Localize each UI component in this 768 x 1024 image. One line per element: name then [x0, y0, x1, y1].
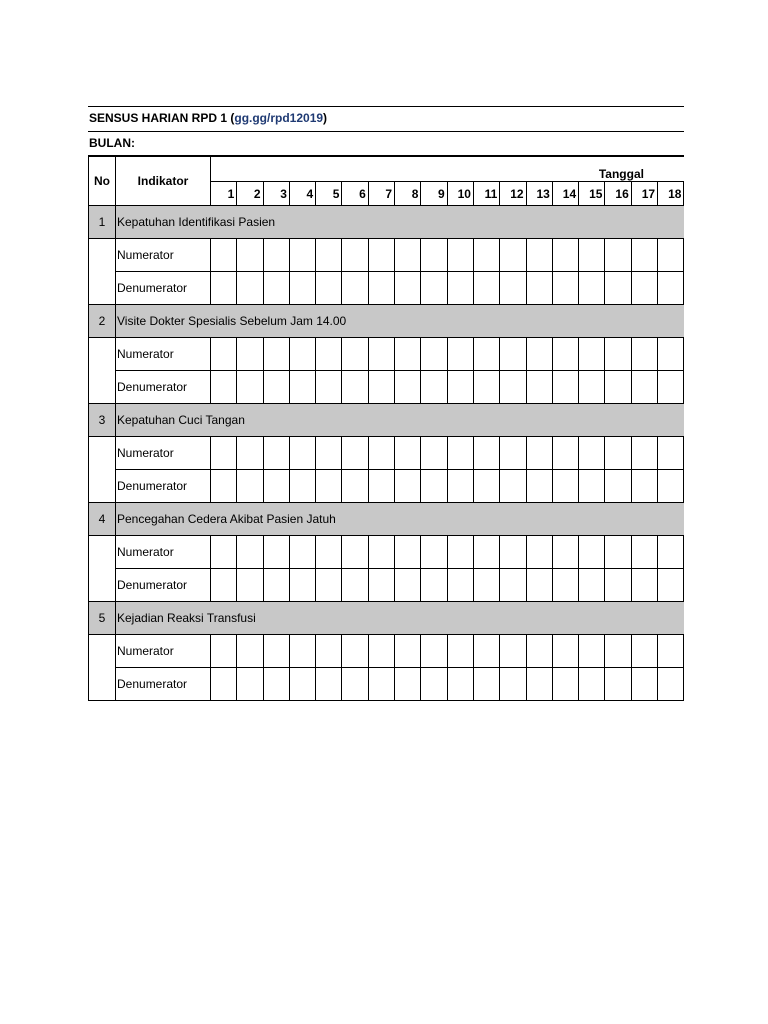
day-entry-cell[interactable] [658, 668, 684, 701]
measure-label: Numerator [116, 635, 211, 668]
day-entry-cell[interactable] [263, 668, 289, 701]
indicator-row [89, 206, 684, 239]
day-entry-cell[interactable] [605, 668, 631, 701]
day-entry-cell[interactable] [579, 437, 605, 470]
day-entry-cell[interactable] [605, 371, 631, 404]
day-entry-cell[interactable] [316, 668, 342, 701]
day-entry-cell[interactable] [605, 635, 631, 668]
day-entry-cell[interactable] [579, 635, 605, 668]
day-entry-cell[interactable] [263, 371, 289, 404]
indicator-row [89, 503, 684, 536]
header-no: No [89, 157, 116, 206]
day-entry-cell[interactable] [211, 338, 237, 371]
day-entry-cell[interactable] [658, 371, 684, 404]
empty-number-cell [89, 239, 116, 272]
day-entry-cell[interactable] [368, 371, 394, 404]
empty-number-cell [89, 338, 116, 371]
day-entry-cell[interactable] [237, 371, 263, 404]
day-entry-cell[interactable] [579, 338, 605, 371]
day-entry-cell[interactable] [500, 569, 526, 602]
day-entry-cell[interactable] [500, 437, 526, 470]
day-entry-cell[interactable] [368, 437, 394, 470]
day-entry-cell[interactable] [289, 536, 315, 569]
header-tanggal: Tanggal [211, 157, 684, 182]
day-entry-cell[interactable] [473, 635, 499, 668]
day-entry-cell[interactable] [579, 239, 605, 272]
day-entry-cell[interactable] [500, 635, 526, 668]
indicator-row [89, 602, 684, 635]
day-entry-cell[interactable] [211, 272, 237, 305]
day-entry-cell[interactable] [605, 338, 631, 371]
day-entry-cell[interactable] [211, 437, 237, 470]
day-header-7: 7 [368, 182, 394, 206]
measure-row [89, 239, 684, 272]
measure-row [89, 470, 684, 503]
day-entry-cell[interactable] [342, 668, 368, 701]
day-entry-cell[interactable] [395, 569, 421, 602]
day-entry-cell[interactable] [211, 569, 237, 602]
day-entry-cell[interactable] [552, 536, 578, 569]
census-table [88, 156, 684, 701]
day-entry-cell[interactable] [631, 371, 657, 404]
day-entry-cell[interactable] [263, 272, 289, 305]
day-entry-cell[interactable] [421, 635, 447, 668]
day-entry-cell[interactable] [631, 536, 657, 569]
day-entry-cell[interactable] [447, 437, 473, 470]
day-entry-cell[interactable] [500, 536, 526, 569]
header-indikator: Indikator [116, 157, 211, 206]
day-entry-cell[interactable] [631, 239, 657, 272]
day-entry-cell[interactable] [473, 668, 499, 701]
day-entry-cell[interactable] [552, 272, 578, 305]
day-entry-cell[interactable] [631, 437, 657, 470]
header-row-top [89, 157, 684, 182]
day-entry-cell[interactable] [447, 338, 473, 371]
measure-label: Denumerator [116, 569, 211, 602]
measure-row [89, 371, 684, 404]
day-entry-cell[interactable] [342, 569, 368, 602]
day-entry-cell[interactable] [421, 371, 447, 404]
day-entry-cell[interactable] [237, 338, 263, 371]
measure-label: Denumerator [116, 668, 211, 701]
day-entry-cell[interactable] [526, 470, 552, 503]
day-entry-cell[interactable] [342, 470, 368, 503]
day-entry-cell[interactable] [211, 536, 237, 569]
day-entry-cell[interactable] [526, 536, 552, 569]
day-entry-cell[interactable] [368, 272, 394, 305]
day-entry-cell[interactable] [421, 536, 447, 569]
day-entry-cell[interactable] [579, 470, 605, 503]
day-entry-cell[interactable] [526, 668, 552, 701]
day-entry-cell[interactable] [552, 371, 578, 404]
measure-row [89, 635, 684, 668]
day-entry-cell[interactable] [237, 470, 263, 503]
day-entry-cell[interactable] [316, 239, 342, 272]
day-entry-cell[interactable] [500, 338, 526, 371]
day-entry-cell[interactable] [316, 569, 342, 602]
day-entry-cell[interactable] [395, 635, 421, 668]
day-entry-cell[interactable] [658, 239, 684, 272]
day-entry-cell[interactable] [605, 569, 631, 602]
day-header-11: 11 [473, 182, 499, 206]
day-entry-cell[interactable] [421, 668, 447, 701]
day-entry-cell[interactable] [473, 470, 499, 503]
indicator-name: Pencegahan Cedera Akibat Pasien Jatuh [116, 503, 684, 536]
day-entry-cell[interactable] [658, 470, 684, 503]
day-entry-cell[interactable] [342, 536, 368, 569]
day-entry-cell[interactable] [631, 668, 657, 701]
day-entry-cell[interactable] [316, 338, 342, 371]
day-entry-cell[interactable] [289, 569, 315, 602]
indicator-name: Visite Dokter Spesialis Sebelum Jam 14.00 [116, 305, 684, 338]
measure-label: Denumerator [116, 470, 211, 503]
day-entry-cell[interactable] [237, 536, 263, 569]
day-entry-cell[interactable] [289, 338, 315, 371]
day-entry-cell[interactable] [579, 569, 605, 602]
day-entry-cell[interactable] [447, 668, 473, 701]
indicator-name: Kepatuhan Identifikasi Pasien [116, 206, 684, 239]
indicator-number: 2 [89, 305, 116, 338]
day-entry-cell[interactable] [289, 470, 315, 503]
day-entry-cell[interactable] [342, 371, 368, 404]
day-entry-cell[interactable] [447, 569, 473, 602]
day-entry-cell[interactable] [526, 371, 552, 404]
empty-number-cell [89, 668, 116, 701]
day-entry-cell[interactable] [605, 536, 631, 569]
day-entry-cell[interactable] [342, 437, 368, 470]
day-entry-cell[interactable] [526, 569, 552, 602]
day-entry-cell[interactable] [605, 239, 631, 272]
day-entry-cell[interactable] [605, 272, 631, 305]
day-entry-cell[interactable] [263, 338, 289, 371]
day-entry-cell[interactable] [368, 470, 394, 503]
day-header-12: 12 [500, 182, 526, 206]
day-entry-cell[interactable] [552, 239, 578, 272]
day-header-18: 18 [658, 182, 684, 206]
measure-label: Numerator [116, 437, 211, 470]
day-header-6: 6 [342, 182, 368, 206]
day-entry-cell[interactable] [289, 371, 315, 404]
day-entry-cell[interactable] [421, 338, 447, 371]
day-entry-cell[interactable] [289, 437, 315, 470]
day-entry-cell[interactable] [342, 239, 368, 272]
day-entry-cell[interactable] [658, 338, 684, 371]
day-entry-cell[interactable] [237, 569, 263, 602]
day-entry-cell[interactable] [473, 239, 499, 272]
indicator-name: Kejadian Reaksi Transfusi [116, 602, 684, 635]
day-entry-cell[interactable] [263, 470, 289, 503]
day-entry-cell[interactable] [473, 338, 499, 371]
day-entry-cell[interactable] [631, 635, 657, 668]
day-entry-cell[interactable] [526, 437, 552, 470]
day-entry-cell[interactable] [342, 272, 368, 305]
day-entry-cell[interactable] [368, 569, 394, 602]
day-entry-cell[interactable] [289, 668, 315, 701]
measure-row [89, 272, 684, 305]
day-entry-cell[interactable] [552, 635, 578, 668]
day-entry-cell[interactable] [447, 371, 473, 404]
day-entry-cell[interactable] [342, 338, 368, 371]
day-header-15: 15 [579, 182, 605, 206]
day-entry-cell[interactable] [395, 437, 421, 470]
day-entry-cell[interactable] [316, 437, 342, 470]
day-entry-cell[interactable] [447, 635, 473, 668]
day-entry-cell[interactable] [552, 569, 578, 602]
day-entry-cell[interactable] [237, 437, 263, 470]
measure-row [89, 536, 684, 569]
day-entry-cell[interactable] [237, 272, 263, 305]
day-entry-cell[interactable] [421, 239, 447, 272]
day-entry-cell[interactable] [316, 371, 342, 404]
day-header-13: 13 [526, 182, 552, 206]
day-entry-cell[interactable] [473, 536, 499, 569]
day-entry-cell[interactable] [473, 371, 499, 404]
title-link[interactable]: gg.gg/rpd12019 [234, 111, 324, 125]
measure-row [89, 437, 684, 470]
day-entry-cell[interactable] [263, 635, 289, 668]
day-header-5: 5 [316, 182, 342, 206]
day-entry-cell[interactable] [447, 272, 473, 305]
day-entry-cell[interactable] [395, 239, 421, 272]
day-header-10: 10 [447, 182, 473, 206]
day-entry-cell[interactable] [447, 470, 473, 503]
day-entry-cell[interactable] [658, 437, 684, 470]
day-entry-cell[interactable] [237, 668, 263, 701]
day-entry-cell[interactable] [263, 536, 289, 569]
measure-label: Numerator [116, 338, 211, 371]
title-suffix: ) [323, 111, 328, 125]
day-entry-cell[interactable] [421, 569, 447, 602]
measure-label: Denumerator [116, 272, 211, 305]
day-entry-cell[interactable] [368, 239, 394, 272]
day-entry-cell[interactable] [605, 470, 631, 503]
day-entry-cell[interactable] [526, 272, 552, 305]
day-entry-cell[interactable] [316, 536, 342, 569]
day-entry-cell[interactable] [289, 272, 315, 305]
day-header-8: 8 [395, 182, 421, 206]
day-entry-cell[interactable] [579, 668, 605, 701]
day-entry-cell[interactable] [237, 239, 263, 272]
day-entry-cell[interactable] [658, 536, 684, 569]
day-entry-cell[interactable] [395, 668, 421, 701]
day-entry-cell[interactable] [368, 536, 394, 569]
day-entry-cell[interactable] [447, 536, 473, 569]
day-entry-cell[interactable] [316, 635, 342, 668]
empty-number-cell [89, 470, 116, 503]
day-entry-cell[interactable] [211, 371, 237, 404]
day-entry-cell[interactable] [500, 371, 526, 404]
indicator-row [89, 404, 684, 437]
day-entry-cell[interactable] [395, 272, 421, 305]
day-entry-cell[interactable] [263, 239, 289, 272]
census-sheet [88, 106, 684, 701]
day-header-14: 14 [552, 182, 578, 206]
day-header-4: 4 [289, 182, 315, 206]
day-entry-cell[interactable] [552, 338, 578, 371]
day-entry-cell[interactable] [289, 239, 315, 272]
day-entry-cell[interactable] [631, 272, 657, 305]
indicator-number: 4 [89, 503, 116, 536]
day-entry-cell[interactable] [263, 569, 289, 602]
day-header-3: 3 [263, 182, 289, 206]
day-entry-cell[interactable] [500, 272, 526, 305]
measure-label: Denumerator [116, 371, 211, 404]
day-entry-cell[interactable] [421, 272, 447, 305]
sheet-title [88, 106, 684, 132]
indicator-number: 1 [89, 206, 116, 239]
day-entry-cell[interactable] [552, 668, 578, 701]
day-header-16: 16 [605, 182, 631, 206]
day-entry-cell[interactable] [552, 437, 578, 470]
indicator-name: Kepatuhan Cuci Tangan [116, 404, 684, 437]
day-entry-cell[interactable] [658, 569, 684, 602]
day-entry-cell[interactable] [368, 338, 394, 371]
day-entry-cell[interactable] [526, 338, 552, 371]
day-entry-cell[interactable] [500, 239, 526, 272]
day-entry-cell[interactable] [395, 536, 421, 569]
day-entry-cell[interactable] [500, 668, 526, 701]
day-entry-cell[interactable] [552, 470, 578, 503]
day-entry-cell[interactable] [395, 338, 421, 371]
day-entry-cell[interactable] [526, 635, 552, 668]
bulan-label: BULAN: [88, 132, 684, 156]
measure-label: Numerator [116, 536, 211, 569]
day-entry-cell[interactable] [421, 437, 447, 470]
day-header-9: 9 [421, 182, 447, 206]
day-header-1: 1 [211, 182, 237, 206]
day-entry-cell[interactable] [421, 470, 447, 503]
measure-row [89, 569, 684, 602]
day-entry-cell[interactable] [526, 239, 552, 272]
day-entry-cell[interactable] [579, 371, 605, 404]
day-entry-cell[interactable] [316, 470, 342, 503]
empty-number-cell [89, 635, 116, 668]
day-entry-cell[interactable] [631, 569, 657, 602]
day-entry-cell[interactable] [237, 635, 263, 668]
day-entry-cell[interactable] [500, 470, 526, 503]
measure-label: Numerator [116, 239, 211, 272]
day-entry-cell[interactable] [658, 635, 684, 668]
day-entry-cell[interactable] [289, 635, 315, 668]
empty-number-cell [89, 272, 116, 305]
day-entry-cell[interactable] [316, 272, 342, 305]
day-entry-cell[interactable] [211, 635, 237, 668]
empty-number-cell [89, 569, 116, 602]
title-prefix: SENSUS HARIAN RPD 1 ( [89, 111, 235, 125]
day-header-2: 2 [237, 182, 263, 206]
day-header-17: 17 [631, 182, 657, 206]
day-entry-cell[interactable] [447, 239, 473, 272]
indicator-number: 3 [89, 404, 116, 437]
day-entry-cell[interactable] [579, 536, 605, 569]
day-entry-cell[interactable] [211, 668, 237, 701]
day-entry-cell[interactable] [263, 437, 289, 470]
empty-number-cell [89, 536, 116, 569]
day-entry-cell[interactable] [579, 272, 605, 305]
day-entry-cell[interactable] [605, 437, 631, 470]
day-entry-cell[interactable] [395, 371, 421, 404]
empty-number-cell [89, 371, 116, 404]
day-entry-cell[interactable] [211, 470, 237, 503]
day-entry-cell[interactable] [631, 470, 657, 503]
day-entry-cell[interactable] [473, 437, 499, 470]
day-entry-cell[interactable] [211, 239, 237, 272]
empty-number-cell [89, 437, 116, 470]
day-entry-cell[interactable] [342, 635, 368, 668]
day-entry-cell[interactable] [368, 668, 394, 701]
indicator-row [89, 305, 684, 338]
day-entry-cell[interactable] [658, 272, 684, 305]
measure-row [89, 668, 684, 701]
day-entry-cell[interactable] [473, 272, 499, 305]
day-entry-cell[interactable] [473, 569, 499, 602]
day-entry-cell[interactable] [631, 338, 657, 371]
day-entry-cell[interactable] [368, 635, 394, 668]
indicator-number: 5 [89, 602, 116, 635]
day-entry-cell[interactable] [395, 470, 421, 503]
measure-row [89, 338, 684, 371]
